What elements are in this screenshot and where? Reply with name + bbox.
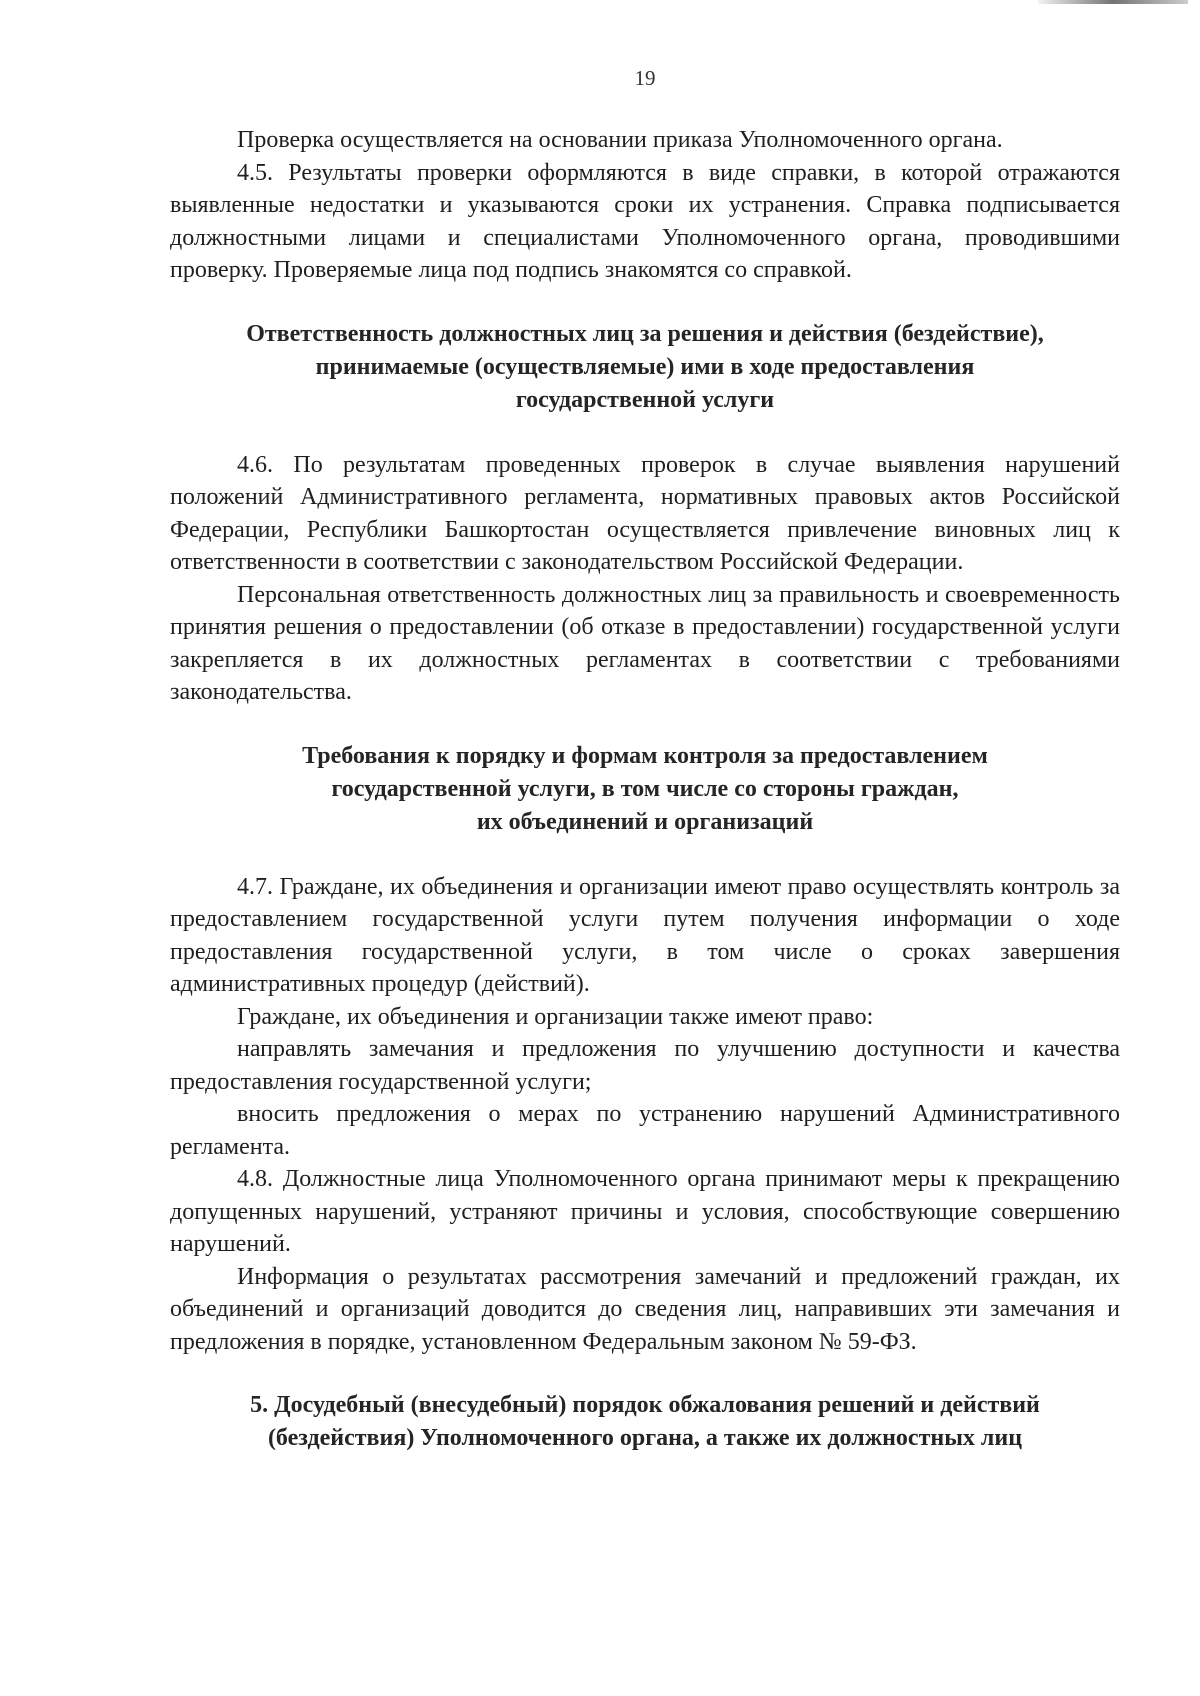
heading-control-line-3: их объединений и организаций [476,808,814,835]
paragraph-results-information: Информация о результатах рассмотрения замечаний и предложений граждан, их объединений и организаций доводится до сведения лиц, направивших эти замечания и предложения в порядке, установленном Федеральным законом № 59-ФЗ. [170,1263,1120,1355]
scan-artifact-mark [1038,0,1188,4]
heading-responsibility-line-2: принимаемые (осуществляемые) ими в ходе предоставления [315,353,975,380]
paragraph-4-8: 4.8. Должностные лица Уполномоченного органа принимают меры к прекращению допущенных нарушений, устраняют причины и условия, способствующие совершению нарушений. [170,1166,1120,1257]
heading-control-line-1: Требования к порядку и формам контроля за предоставлением [302,742,988,769]
heading-section-5-line-1: 5. Досудебный (внесудебный) порядок обжалования решений и действий [250,1392,1040,1418]
paragraph-4-7: 4.7. Граждане, их объединения и организации имеют право осуществлять контроль за предоставлением государственной услуги путем получения информации о ходе предоставления государственной услуги, в том числе о сроках завершения административных процедур (действий). [170,873,1120,997]
document-body [170,124,1120,1487]
paragraph-send-remarks: направлять замечания и предложения по улучшению доступности и качества предоставления государственной услуги; [170,1036,1120,1095]
paragraph-4-6: 4.6. По результатам проведенных проверок в случае выявления нарушений положений Административного регламента, нормативных правовых актов Российской Федерации, Республики Башкортостан осуществляется привлечение виновных лиц к ответственности в соответствии с законодательством Российской Федерации. [170,451,1120,575]
page-number: 19 [634,66,656,90]
paragraph-citizens-rights: Граждане, их объединения и организации также имеют право: [237,1003,874,1030]
heading-responsibility-line-1: Ответственность должностных лиц за решения и действия (бездействие), [246,320,1044,347]
heading-section-5-line-2: (бездействия) Уполномоченного органа, а также их должностных лиц [267,1425,1023,1451]
heading-control-line-2: государственной услуги, в том числе со стороны граждан, [331,775,959,802]
heading-responsibility-line-3: государственной услуги [515,386,775,413]
paragraph-4-5: 4.5. Результаты проверки оформляются в виде справки, в которой отражаются выявленные недостатки и указываются сроки их устранения. Справка подписывается должностными лицами и специалистами Уполномоченного органа, проводившими проверку. Проверяемые лица под подпись знакомятся со справкой. [170,159,1120,283]
heading-control-requirements [170,740,1120,839]
paragraph-personal-responsibility: Персональная ответственность должностных лиц за правильность и своевременность принятия решения о предоставлении (об отказе в предоставлении) государственной услуги закрепляется в их должностных регламентах в соответствии с требованиями законодательства. [170,581,1120,705]
paragraph-submit-proposals: вносить предложения о мерах по устранению нарушений Административного регламента. [170,1101,1120,1160]
paragraph-verification-basis: Проверка осуществляется на основании приказа Уполномоченного органа. [237,127,1003,153]
heading-responsibility [170,318,1120,417]
heading-section-5 [170,1389,1120,1455]
